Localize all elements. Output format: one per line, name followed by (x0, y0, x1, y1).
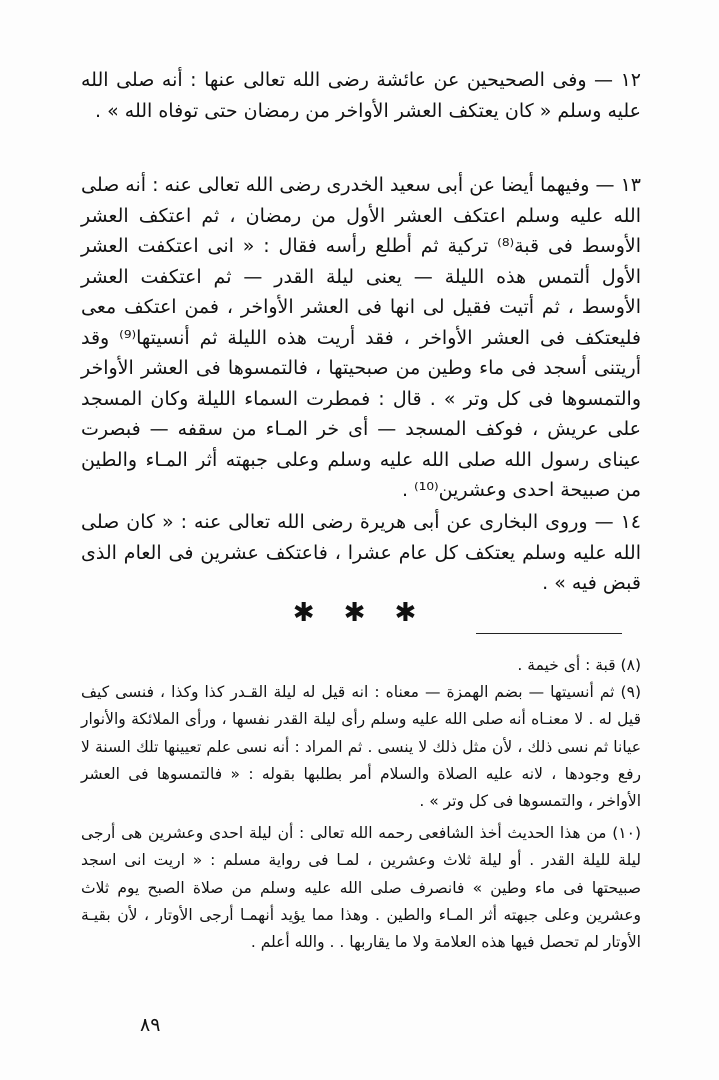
paragraph-13: ١٣ — وفيهما أيضا عن أبى سعيد الخدرى رضى الله تعالى عنه : أنه صلى الله عليه وسلم اعتكف العشر الأول من رمضان ، ثم اعتكف العشر الأوسط فى قبة⁽⁸⁾ تركية ثم أطلع رأسه فقال : « انى اعتكفت العشر الأول ألتمس هذه الليلة — يعنى ليلة القدر — ثم اعتكفت العشر الأوسط ، ثم أتيت فقيل لى انها فى العشر الأواخر ، فمن اعتكف معى فليعتكف فى العشر الأواخر ، فقد أريت هذه الليلة ثم أنسيتها⁽⁹⁾ وقد أريتنى أسجد فى ماء وطين من صبحيتها ، فالتمسوها فى العشر الأواخر والتمسوها فى كل وتر » . قال : فمطرت السماء الليلة وكان المسجد على عريش ، فوكف المسجد — أى خر المـاء من سقفه — فبصرت عيناى رسول الله صلى الله عليه وسلم وعلى جبهته أثر المـاء والطين من صبيحة احدى وعشرين⁽¹⁰⁾ . (81, 174, 642, 501)
footnote-10: (١٠) من هذا الحديث أخذ الشافعى رحمه الله تعالى : أن ليلة احدى وعشرين هى أرجى ليلة لليلة القدر . أو ليلة ثلاث وعشرين ، لمـا فى رواية مسلم : « اريت انى اسجد صبيحتها فى ماء وطين » فانصرف صلى الله عليه وسلم من صلاة الصبح يوم ثلاث وعشرين وعلى جبهته أثر المـاء والطين . وهذا مما يؤيد أنهمـا أرجى الأوتار ، لأن بقيـة الأوتار لم تحصل فيها هذه العلامة ولا ما يقاربها . . والله أعلم . (81, 824, 641, 952)
section-separator: ✱ ✱ ✱ (292, 598, 427, 628)
paragraph-14: ١٤ — وروى البخارى عن أبى هريرة رضى الله تعالى عنه : « كان صلى الله عليه وسلم يعتكف كل عام عشرا ، فاعتكف عشرين فى العام الذى قبض فيه » . (81, 511, 641, 594)
page-number: ٨٩ (140, 1014, 161, 1036)
footnote-9: (٩) ثم أنسيتها — بضم الهمزة — معناه : انه قيل له ليلة القـدر كذا وكذا ، فنسى كيف قيل له . لا معنـاه أنه صلى الله عليه وسلم رأى ليلة القدر نفسها ، ورأى الملائكة والأنوار عيانا ثم نسى ذلك ، لأن مثل ذلك لا ينسى . ثم المراد : أنه نسى علم تعيينها تلك السنة لا رفع وجودها ، لانه عليه الصلاة والسلام أمر بطلبها بقوله : « فالتمسوها فى العشر الأواخر ، والتمسوها فى كل وتر » . (81, 683, 641, 811)
paragraph-12: ١٢ — وفى الصحيحين عن عائشة رضى الله تعالى عنها : أنه صلى الله عليه وسلم « كان يعتكف العشر الأواخر من رمضان حتى توفاه الله » . (81, 69, 641, 122)
footnote-rule (476, 633, 622, 634)
footnote-8: (٨) قبة : أى خيمة . (517, 656, 641, 674)
